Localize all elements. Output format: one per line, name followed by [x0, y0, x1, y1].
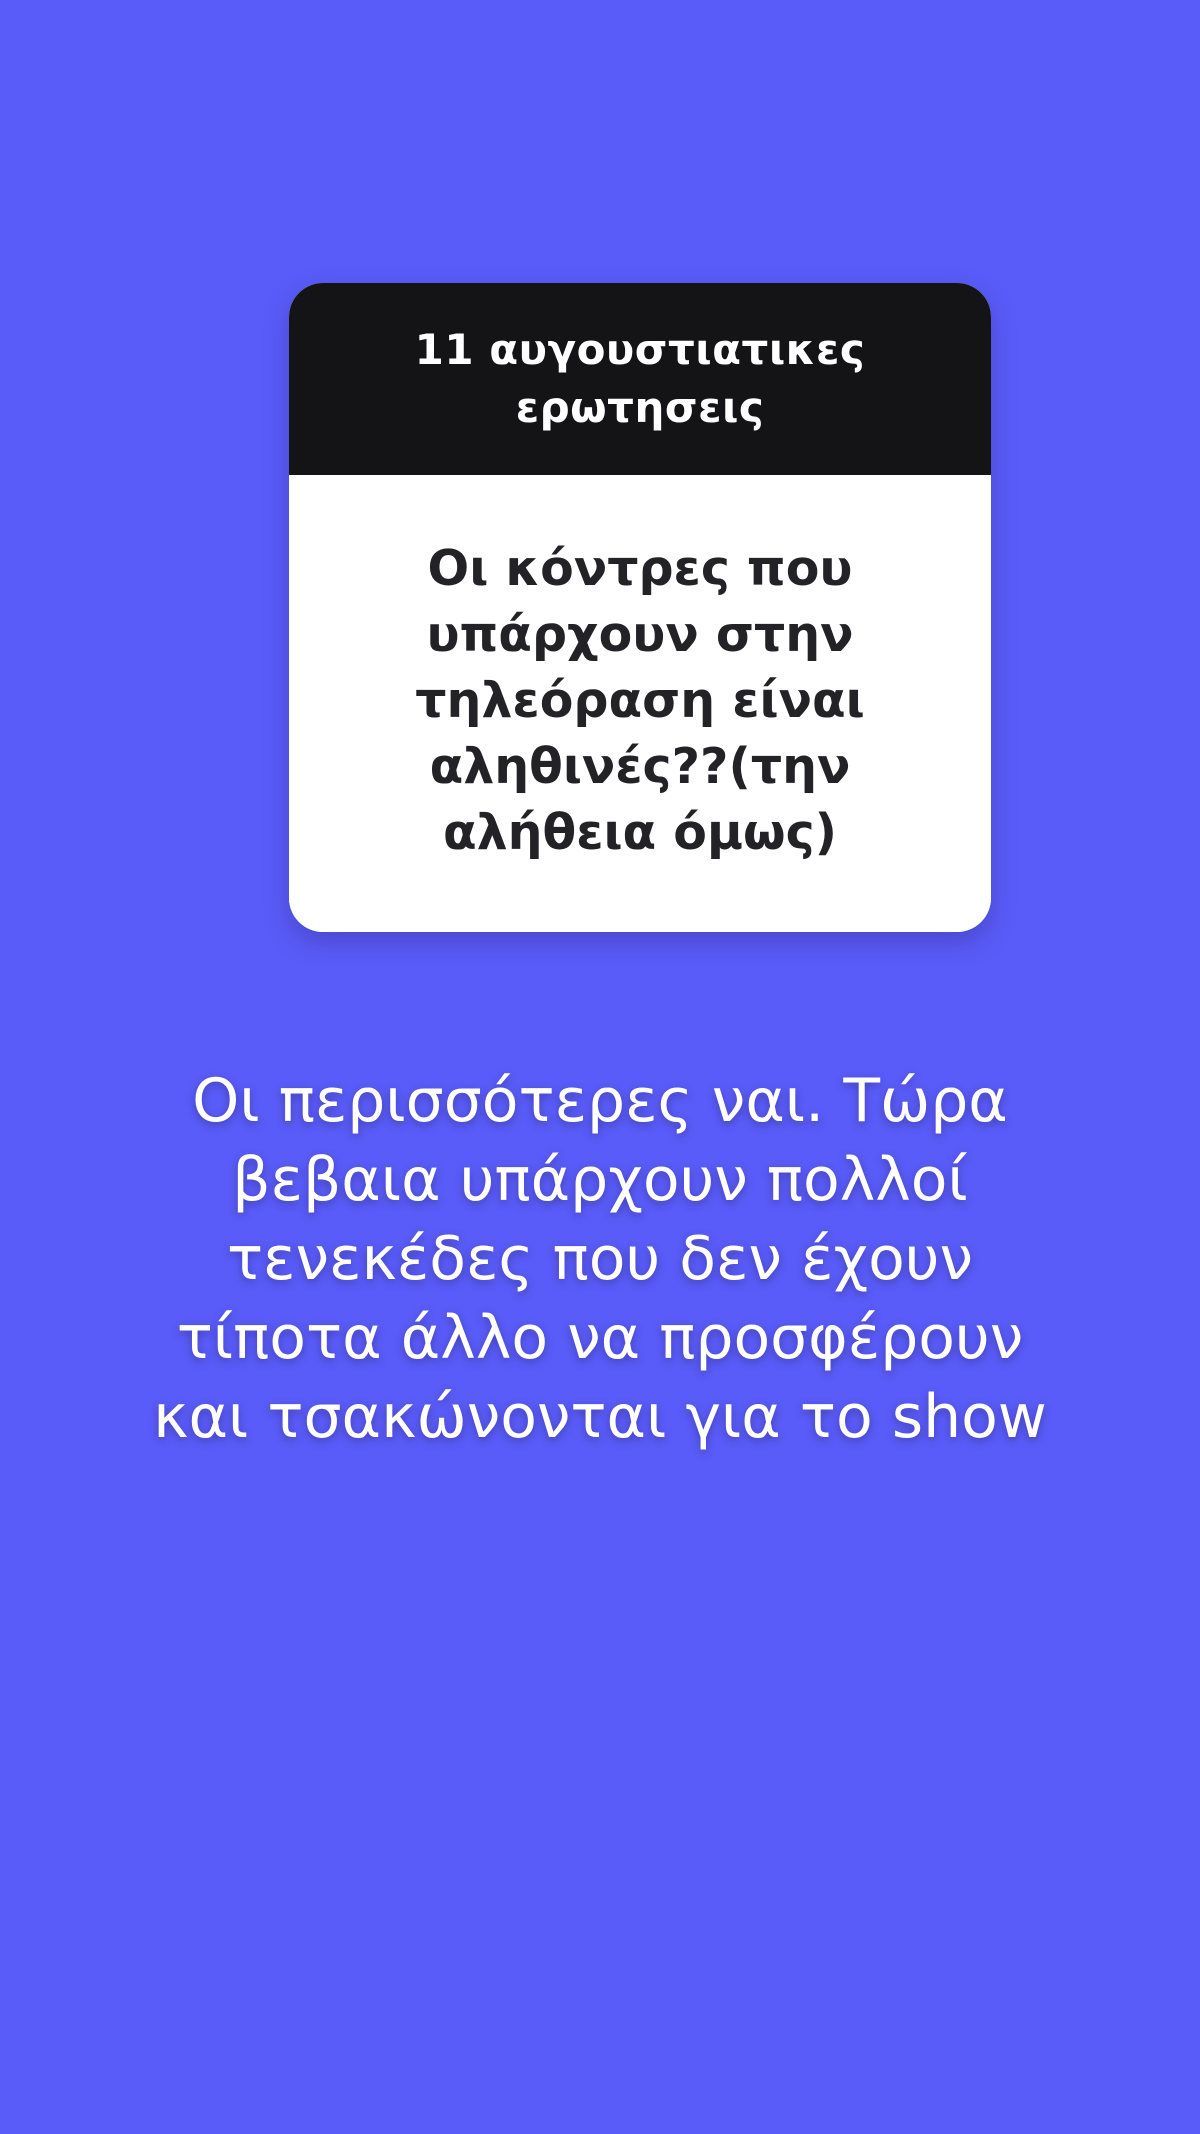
question-line-5: αλήθεια όμως) [442, 803, 838, 861]
sticker-title-line-1: 11 αυγουστιατικες [414, 325, 866, 374]
question-sticker-header [289, 283, 991, 475]
question-line-4: αληθινές??(την [429, 737, 851, 795]
reply-text [0, 1062, 1200, 1457]
sticker-title-line-2: ερωτησεις [515, 383, 765, 432]
question-line-2: υπάρχουν στην [426, 605, 854, 663]
reply-line-2: βεβαια υπάρχουν πολλοί [232, 1145, 968, 1215]
question-sticker-body [289, 475, 991, 932]
reply-line-5: και τσακώνονται για το show [153, 1382, 1047, 1452]
question-sticker[interactable] [289, 283, 991, 932]
reply-line-1: Οι περισσότερες ναι. Τώρα [192, 1066, 1008, 1136]
reply-line-3: τενεκέδες που δεν έχουν [226, 1224, 974, 1294]
question-line-3: τηλεόραση είναι [415, 671, 865, 729]
reply-line-4: τίποτα άλλο να προσφέρουν [176, 1303, 1024, 1373]
question-line-1: Οι κόντρες που [427, 539, 853, 597]
